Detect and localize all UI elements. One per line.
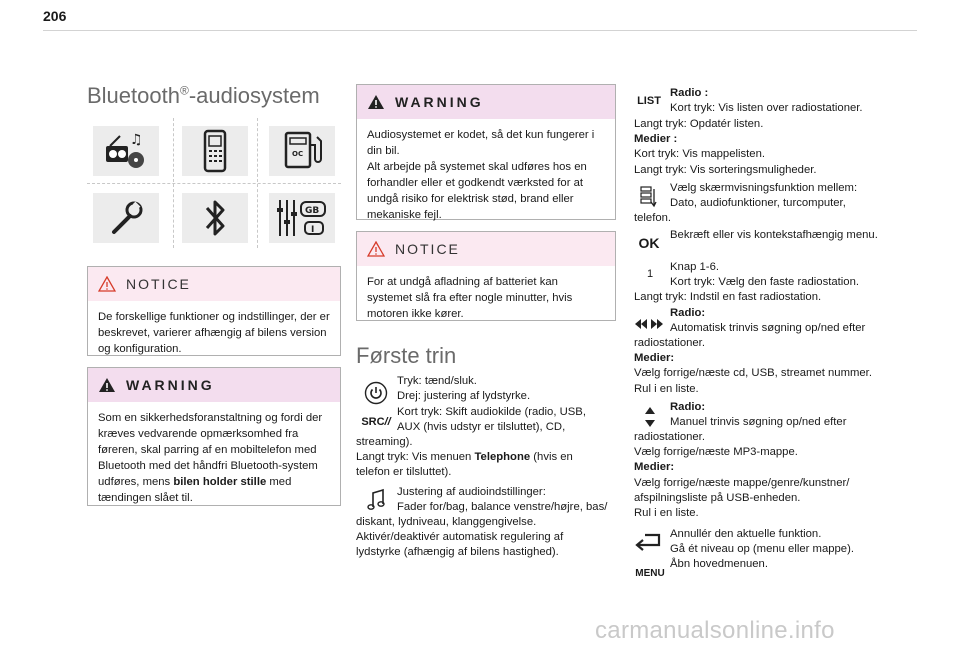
power-text: Tryk: tænd/sluk. Drej: justering af lydstyrke. <box>397 375 531 403</box>
src-icon: SRC // <box>361 416 391 428</box>
power-icon <box>360 378 392 408</box>
updown-text: radiostationer. Vælg forrige/næste MP3-mappe. Medier: Vælg forrige/næste mappe/genre/kunstner/ afspilningsliste på USB-enheden. Rul i en liste. <box>634 431 850 520</box>
bluetooth-icon <box>182 193 248 243</box>
seek-text: radiostationer. Medier: Vælg forrige/næste cd, USB, streamet nummer. Rul i en liste. <box>634 337 872 395</box>
warning-text: Audiosystemet er kodet, så det kun fungerer i din bil. Alt arbejde på systemet skal udføres hos en forhandler eller et godkendt værksted for at undgå risiko for elektrisk stød, brand eller mekaniske fejl. <box>367 129 595 221</box>
notice-text: De forskellige funktioner og indstillinger, der er beskrevet, varierer afhængig af bilens version og konfiguration. <box>98 311 330 355</box>
warning-box-coding <box>356 84 616 220</box>
page-number: 206 <box>43 8 67 24</box>
header-rule <box>43 30 917 31</box>
warning-triangle-icon <box>367 94 385 110</box>
preset-text-indent: Knap 1-6. Kort tryk: Vælg den faste radiostation. <box>670 261 860 289</box>
warning-header: WARNING <box>88 368 340 402</box>
notice-box-variants <box>87 266 341 356</box>
list-button-icon: LIST <box>637 95 661 107</box>
warning-header: WARNING <box>357 85 615 119</box>
music-note-icon <box>362 485 390 515</box>
src-text: streaming). Langt tryk: Vis menuen Telephone (hvis en telefon er tilsluttet). <box>356 436 573 479</box>
phone-icon <box>182 126 248 176</box>
menu-button-icon: MENU <box>635 567 665 579</box>
list-text: Langt tryk: Opdatér listen. Medier : Kort tryk: Vis mappelisten. Langt tryk: Vis sorteringsmuligheder. <box>634 118 817 176</box>
menu-text: Åbn hovedmenuen. <box>670 558 768 570</box>
svg-text:♫: ♫ <box>130 132 143 148</box>
preset-text: Langt tryk: Indstil en fast radiostation. <box>634 291 822 303</box>
svg-text:I: I <box>311 225 315 235</box>
updown-text-indent: Radio: Manuel trinvis søgning op/ned efter <box>670 401 847 429</box>
audio-text-indent: Justering af audioindstillinger: Fader for/bag, balance venstre/højre, bas/ <box>397 486 608 514</box>
back-arrow-icon <box>634 530 664 552</box>
warning-triangle-icon <box>367 241 385 257</box>
ok-button-icon: OK <box>638 235 660 251</box>
display-mode-text: telefon. <box>634 212 672 224</box>
svg-text:GB: GB <box>305 206 320 216</box>
list-text-indent: Radio : Kort tryk: Vis listen over radiostationer. <box>670 87 863 115</box>
icon-grid <box>87 118 341 248</box>
fuel-pump-icon <box>269 126 335 176</box>
display-mode-text-indent: Vælg skærmvisningsfunktion mellem: Dato, audiofunktioner, turcomputer, <box>670 182 858 210</box>
audio-text: diskant, lydniveau, klanggengivelse. Aktivér/deaktivér automatisk regulering af lydstyrke (afhængig af bilens hastighed). <box>356 516 564 559</box>
seek-arrows-icon <box>632 316 666 332</box>
warning-triangle-icon <box>98 276 116 292</box>
ok-text: Bekræft eller vis kontekstafhængig menu. <box>670 229 878 241</box>
notice-box-battery <box>356 231 616 321</box>
preset-number-icon: 1 <box>646 268 654 280</box>
seek-text-indent: Radio: Automatisk trinvis søgning op/ned efter <box>670 307 866 335</box>
watermark: carmanualsonline.info <box>595 617 835 644</box>
back-text: Annullér den aktuelle funktion. Gå ét niveau op (menu eller mappe). <box>670 528 854 556</box>
first-steps-title: Første trin <box>356 343 457 368</box>
warning-text: Som en sikkerhedsforanstaltning og fordi der kræves vedvarende opmærksomhed fra føreren, skal parring af en mobiltelefon med Bluetooth med det håndfri Bluetooth-system udføres, mens bilen holder stille med tændingen slået til. <box>98 412 323 504</box>
warning-box-pairing <box>87 367 341 506</box>
sliders-icon <box>269 193 335 243</box>
src-text-indent: Kort tryk: Skift audiokilde (radio, USB, AUX (hvis udstyr er tilsluttet), CD, <box>397 406 586 434</box>
warning-triangle-icon <box>98 377 116 393</box>
notice-text: For at undgå afladning af batteriet kan systemet slå fra efter nogle minutter, hvis motoren ikke kører. <box>367 276 573 320</box>
section-title: Bluetooth®-audiosystem <box>87 83 320 108</box>
notice-header: NOTICE <box>88 267 340 301</box>
svg-text:OC: OC <box>292 150 304 158</box>
display-mode-icon <box>636 184 660 210</box>
wrench-icon <box>93 193 159 243</box>
up-down-arrows-icon <box>642 404 658 430</box>
notice-header: NOTICE <box>357 232 615 266</box>
radio-cd-icon <box>93 126 159 176</box>
